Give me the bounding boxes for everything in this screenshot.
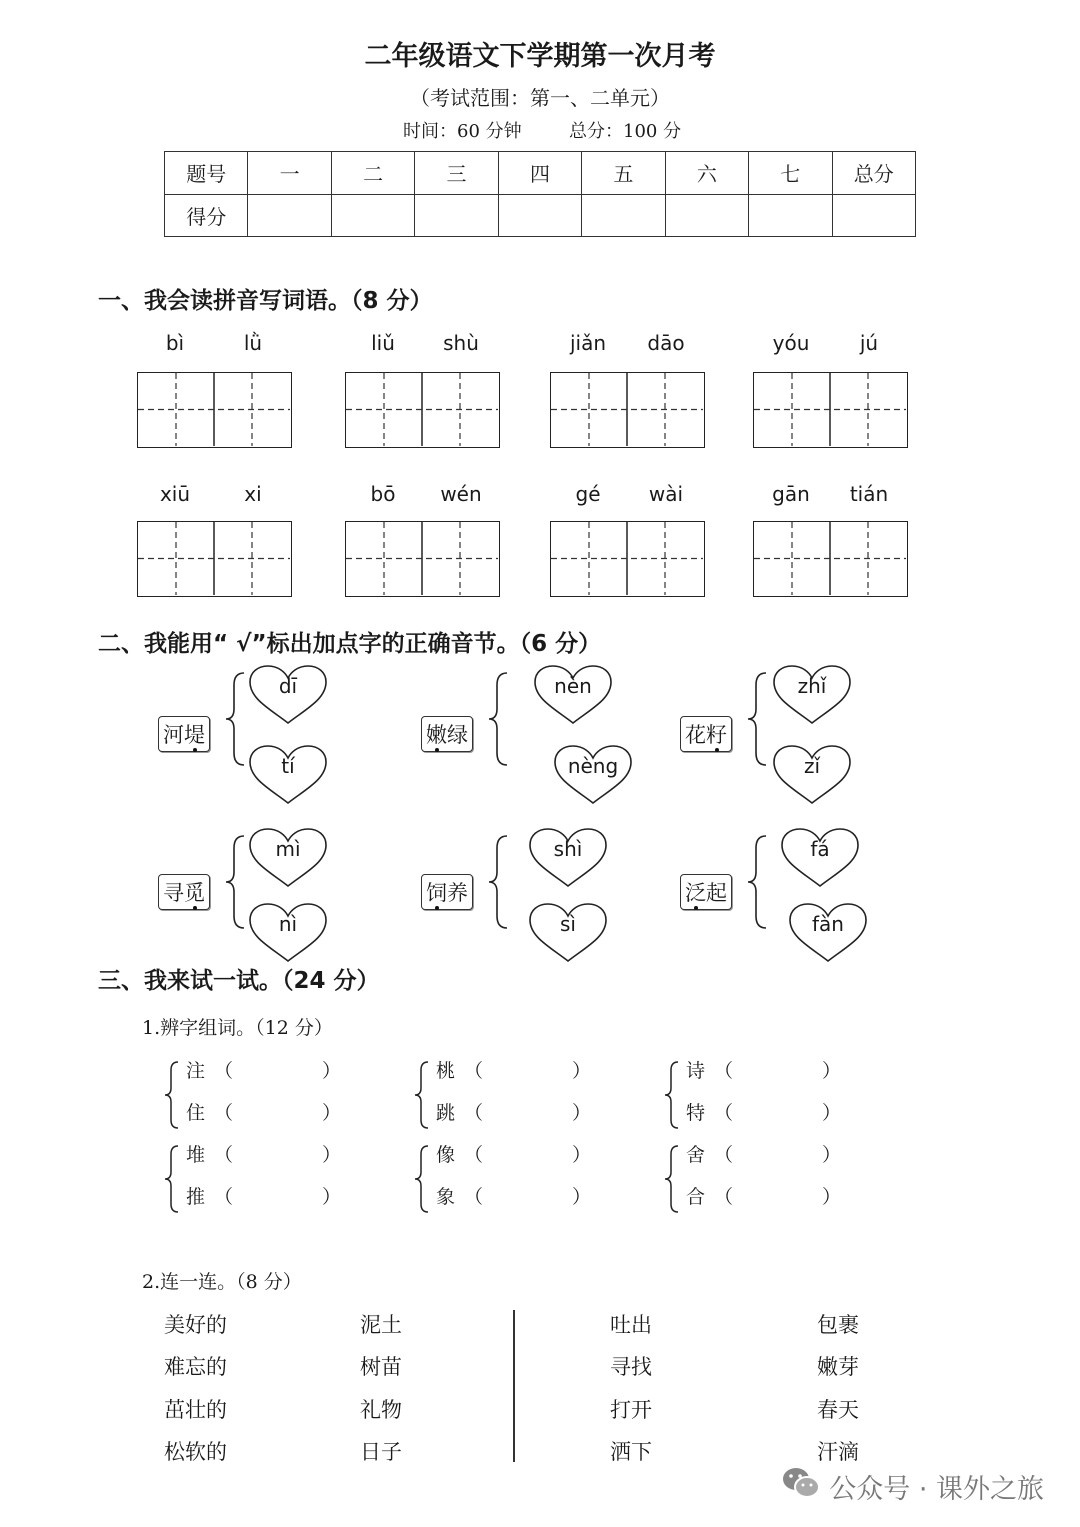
heart-option[interactable] — [788, 903, 868, 963]
pinyin-label: jiǎn — [569, 331, 607, 355]
match-word[interactable]: 难忘的 — [164, 1355, 227, 1379]
brace — [414, 1144, 430, 1218]
brace — [224, 671, 246, 771]
heart-option[interactable] — [780, 828, 860, 888]
pinyin-label: wài — [648, 482, 684, 506]
paren-open: （ — [214, 1186, 234, 1208]
pair-char: 特 — [686, 1102, 706, 1124]
dotted-char: 籽 — [706, 719, 727, 749]
paren-close: ） — [572, 1060, 592, 1082]
score-value-row — [165, 194, 916, 237]
match-word[interactable]: 礼物 — [360, 1398, 402, 1422]
word-box — [421, 874, 473, 910]
pair-char: 住 — [186, 1102, 206, 1124]
pair-char: 诗 — [686, 1060, 706, 1082]
paren-close: ） — [322, 1144, 342, 1166]
score-cell: 六 — [665, 152, 748, 195]
q2-title: 2.连一连。（8 分） — [142, 1271, 302, 1293]
wechat-icon — [781, 1466, 821, 1507]
paren-close: ） — [822, 1102, 842, 1124]
match-word[interactable]: 汗滴 — [817, 1440, 859, 1464]
dotted-char: 觅 — [184, 877, 205, 907]
exam-total: 总分：100 分 — [569, 121, 682, 142]
match-word[interactable]: 美好的 — [164, 1313, 227, 1337]
pair-char: 桃 — [436, 1060, 456, 1082]
pinyin-label: xiū — [159, 482, 191, 506]
brace — [164, 1060, 180, 1134]
word-box — [158, 874, 210, 910]
answer-blank[interactable] — [492, 1140, 572, 1166]
exam-scope: （考试范围：第一、二单元） — [410, 86, 670, 110]
paren-close: ） — [822, 1186, 842, 1208]
pinyin-option: fàn — [812, 912, 844, 936]
paren-open: （ — [714, 1186, 734, 1208]
word-char: 起 — [706, 881, 727, 905]
pinyin-label: dāo — [647, 331, 685, 355]
paren-open: （ — [464, 1186, 484, 1208]
heart-option[interactable] — [248, 665, 328, 725]
heart-option[interactable] — [528, 828, 608, 888]
pair-char: 跳 — [436, 1102, 456, 1124]
pair-char: 舍 — [686, 1144, 706, 1166]
pinyin-label: xi — [244, 482, 262, 506]
section2-title: 二、我能用“ √”标出加点字的正确音节。（6 分） — [98, 631, 602, 657]
pinyin-label: bì — [165, 331, 185, 355]
pinyin-option: fá — [810, 837, 830, 861]
heart-option[interactable] — [533, 665, 613, 725]
score-blank[interactable] — [331, 194, 414, 237]
heart-option[interactable] — [528, 903, 608, 963]
pinyin-option: dī — [278, 674, 298, 698]
score-blank[interactable] — [582, 194, 665, 237]
pair-char: 推 — [186, 1186, 206, 1208]
match-word[interactable]: 日子 — [360, 1440, 402, 1464]
pair-char: 像 — [436, 1144, 456, 1166]
brace — [746, 671, 768, 771]
pinyin-option: tí — [281, 754, 295, 778]
pinyin-option: mì — [275, 837, 301, 861]
paren-open: （ — [714, 1060, 734, 1082]
heart-option[interactable] — [248, 903, 328, 963]
match-word[interactable]: 松软的 — [164, 1440, 227, 1464]
match-word[interactable]: 嫩芽 — [817, 1355, 859, 1379]
dotted-char: 堤 — [184, 719, 205, 749]
paren-close: ） — [322, 1060, 342, 1082]
score-cell: 一 — [248, 152, 331, 195]
match-word[interactable]: 包裹 — [817, 1313, 859, 1337]
word-char: 绿 — [447, 723, 468, 747]
paren-open: （ — [464, 1144, 484, 1166]
paren-close: ） — [822, 1060, 842, 1082]
word-box — [680, 874, 732, 910]
q1-title: 1.辨字组词。（12 分） — [142, 1017, 333, 1039]
pair-char: 合 — [686, 1186, 706, 1208]
score-cell: 五 — [582, 152, 665, 195]
score-blank[interactable] — [415, 194, 498, 237]
score-blank[interactable] — [832, 194, 916, 237]
watermark-text: 公众号 · 课外之旅 — [829, 1474, 1044, 1505]
score-cell: 七 — [749, 152, 832, 195]
section1-title: 一、我会读拼音写词语。（8 分） — [98, 288, 433, 314]
score-blank[interactable] — [665, 194, 748, 237]
watermark — [781, 1466, 1044, 1507]
word-char: 花 — [685, 723, 706, 747]
dotted-char: 嫩 — [426, 719, 447, 749]
answer-blank[interactable] — [242, 1056, 322, 1082]
paren-close: ） — [572, 1144, 592, 1166]
brace — [746, 834, 768, 934]
paren-open: （ — [214, 1144, 234, 1166]
score-row-label: 得分 — [165, 194, 248, 237]
answer-blank[interactable] — [742, 1140, 822, 1166]
answer-blank[interactable] — [492, 1182, 572, 1208]
match-word[interactable]: 吐出 — [610, 1313, 652, 1337]
word-char: 养 — [447, 881, 468, 905]
score-header-row — [165, 152, 916, 195]
exam-title: 二年级语文下学期第一次月考 — [364, 41, 716, 72]
heart-option[interactable] — [553, 745, 633, 805]
pinyin-option: nèn — [554, 674, 592, 698]
heart-option[interactable] — [248, 828, 328, 888]
paren-open: （ — [464, 1060, 484, 1082]
word-box — [421, 716, 473, 752]
writing-box[interactable] — [550, 521, 705, 597]
pinyin-label: bō — [370, 482, 396, 506]
paren-open: （ — [714, 1102, 734, 1124]
matching-divider — [513, 1310, 515, 1462]
writing-box[interactable] — [137, 521, 292, 597]
writing-box[interactable] — [137, 372, 292, 448]
brace — [487, 834, 509, 934]
score-table — [164, 151, 916, 237]
score-blank[interactable] — [749, 194, 832, 237]
pinyin-label: wén — [440, 482, 482, 506]
score-blank[interactable] — [498, 194, 581, 237]
pinyin-label: lǜ — [243, 331, 263, 355]
paren-close: ） — [322, 1186, 342, 1208]
match-word[interactable]: 春天 — [817, 1398, 859, 1422]
answer-blank[interactable] — [742, 1098, 822, 1124]
brace — [664, 1144, 680, 1218]
heart-option[interactable] — [248, 745, 328, 805]
exam-time: 时间：60 分钟 — [403, 121, 522, 142]
heart-option[interactable] — [772, 745, 852, 805]
answer-blank[interactable] — [742, 1056, 822, 1082]
score-cell: 题号 — [165, 152, 248, 195]
paren-close: ） — [822, 1144, 842, 1166]
writing-box[interactable] — [345, 372, 500, 448]
pinyin-label: tián — [849, 482, 889, 506]
writing-box[interactable] — [753, 521, 908, 597]
pinyin-option: sì — [560, 912, 576, 936]
pinyin-label: gān — [772, 482, 810, 506]
answer-blank[interactable] — [492, 1056, 572, 1082]
pinyin-option: zhǐ — [797, 674, 827, 698]
dotted-char: 泛 — [685, 877, 706, 907]
pinyin-label: liǔ — [371, 331, 395, 355]
brace — [164, 1144, 180, 1218]
match-word[interactable]: 寻找 — [610, 1355, 652, 1379]
match-word[interactable]: 洒下 — [610, 1440, 652, 1464]
pinyin-option: zǐ — [803, 754, 821, 778]
pinyin-option: shì — [553, 837, 583, 861]
pinyin-option: nèng — [567, 754, 619, 778]
section3-title: 三、我来试一试。（24 分） — [98, 968, 380, 994]
answer-blank[interactable] — [242, 1182, 322, 1208]
answer-blank[interactable] — [742, 1182, 822, 1208]
dotted-char: 饲 — [426, 877, 447, 907]
heart-option[interactable] — [772, 665, 852, 725]
match-word[interactable]: 茁壮的 — [164, 1398, 227, 1422]
writing-box[interactable] — [550, 372, 705, 448]
writing-box[interactable] — [753, 372, 908, 448]
score-cell: 二 — [331, 152, 414, 195]
match-word[interactable]: 泥土 — [360, 1313, 402, 1337]
paren-close: ） — [572, 1102, 592, 1124]
pair-char: 注 — [186, 1060, 206, 1082]
score-cell: 三 — [415, 152, 498, 195]
answer-blank[interactable] — [242, 1098, 322, 1124]
pinyin-label: yóu — [772, 331, 810, 355]
paren-close: ） — [322, 1102, 342, 1124]
score-blank[interactable] — [248, 194, 331, 237]
pinyin-option: nì — [278, 912, 298, 936]
word-char: 河 — [163, 723, 184, 747]
brace — [664, 1060, 680, 1134]
word-box — [158, 716, 210, 752]
brace — [414, 1060, 430, 1134]
pinyin-label: jú — [859, 331, 879, 355]
match-word[interactable]: 树苗 — [360, 1355, 402, 1379]
word-box — [680, 716, 732, 752]
match-word[interactable]: 打开 — [610, 1398, 652, 1422]
paren-open: （ — [714, 1144, 734, 1166]
score-cell: 四 — [498, 152, 581, 195]
paren-open: （ — [464, 1102, 484, 1124]
pinyin-label: gé — [575, 482, 601, 506]
brace — [224, 834, 246, 934]
word-char: 寻 — [163, 881, 184, 905]
pinyin-label: shù — [443, 331, 479, 355]
writing-box[interactable] — [345, 521, 500, 597]
paren-open: （ — [214, 1060, 234, 1082]
pair-char: 堆 — [186, 1144, 206, 1166]
score-cell: 总分 — [832, 152, 916, 195]
paren-close: ） — [572, 1186, 592, 1208]
answer-blank[interactable] — [492, 1098, 572, 1124]
pair-char: 象 — [436, 1186, 456, 1208]
paren-open: （ — [214, 1102, 234, 1124]
brace — [487, 671, 509, 771]
answer-blank[interactable] — [242, 1140, 322, 1166]
